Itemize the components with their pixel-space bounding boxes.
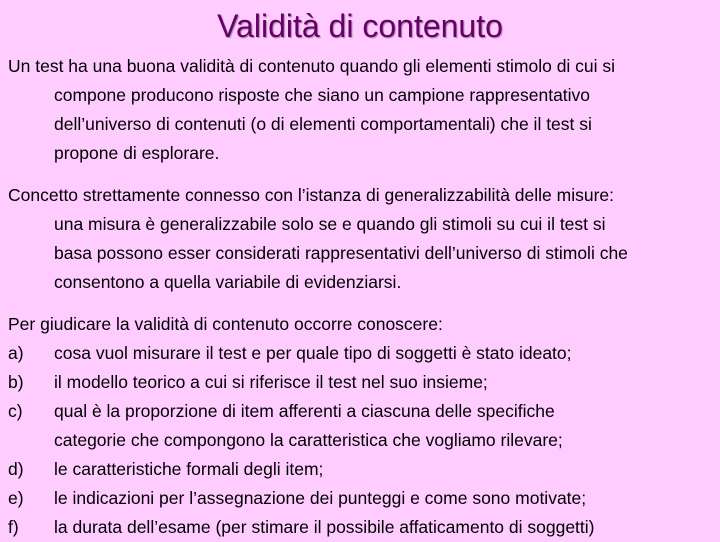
list-marker: e) — [8, 488, 24, 508]
list-item-text: qual è la proporzione di item afferenti a ciascuna delle specifiche — [54, 401, 555, 421]
list-item-text: le caratteristiche formali degli item; — [54, 459, 324, 479]
list-marker: c) — [8, 401, 23, 421]
requirements-list — [8, 310, 714, 542]
paragraph-generalizability — [8, 181, 714, 297]
paragraph-content-validity — [8, 52, 714, 168]
paragraph-line: compone producono risposte che siano un campione rappresentativo — [54, 85, 591, 105]
list-item-text: le indicazioni per l’assegnazione dei punteggi e come sono motivate; — [54, 488, 587, 508]
list-item — [8, 397, 714, 455]
list-marker: f) — [8, 517, 19, 537]
list-item-text: il modello teorico a cui si riferisce il test nel suo insieme; — [54, 372, 488, 392]
paragraph-line: dell’universo di contenuti (o di elementi comportamentali) che il test si — [54, 114, 592, 134]
list-marker: a) — [8, 343, 24, 363]
list-intro: Per giudicare la validità di contenuto occorre conoscere: — [8, 314, 443, 334]
paragraph-line: basa possono esser considerati rappresentativi dell’universo di stimoli che — [54, 243, 628, 263]
list-item — [8, 455, 714, 484]
list-item — [8, 484, 714, 513]
list-item-text: la durata dell’esame (per stimare il possibile affaticamento di soggetti) — [54, 517, 595, 537]
paragraph-line: propone di esplorare. — [54, 143, 220, 163]
paragraph-line: una misura è generalizzabile solo se e quando gli stimoli su cui il test si — [54, 214, 606, 234]
paragraph-line: Concetto strettamente connesso con l’istanza di generalizzabilità delle misure: — [8, 185, 615, 205]
list-marker: d) — [8, 459, 24, 479]
paragraph-line: Un test ha una buona validità di contenuto quando gli elementi stimolo di cui si — [8, 56, 616, 76]
slide-title: Validità di contenuto — [217, 8, 503, 44]
list-item-text: cosa vuol misurare il test e per quale tipo di soggetti è stato ideato; — [54, 343, 572, 363]
list-item — [8, 513, 714, 542]
paragraph-line: consentono a quella variabile di evidenziarsi. — [54, 272, 402, 292]
list-item — [8, 368, 714, 397]
list-item — [8, 339, 714, 368]
list-marker: b) — [8, 372, 24, 392]
list-item-text: categorie che compongono la caratteristica che vogliamo rilevare; — [54, 430, 563, 450]
